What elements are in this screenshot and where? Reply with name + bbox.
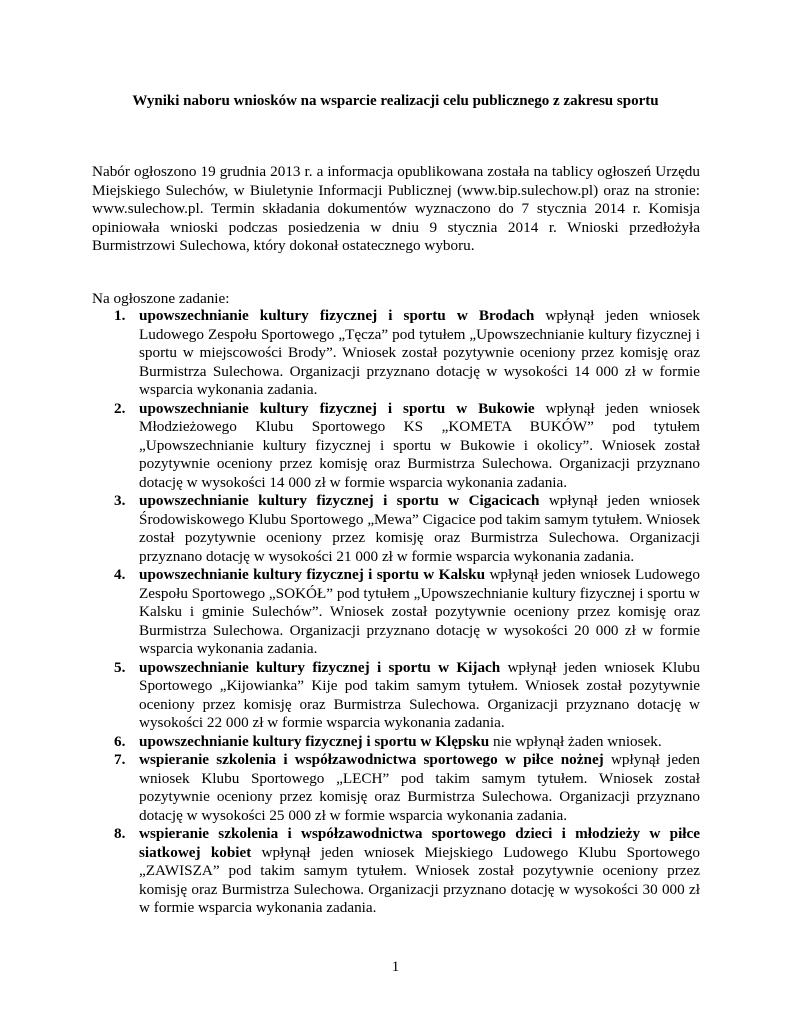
item-body: wpłynął jeden wniosek Klubu Sportowego „LECH” pod takim samym tytułem. Wniosek został pozytywnie oceniony przez komisję oraz Burmistrza Sulechowa. Organizacji przyznano dotację w wysokości 25 000 zł w formie wsparcia wykonania zadania.	[139, 751, 700, 824]
item-task: wspieranie szkolenia i współzawodnictwa sportowego w piłce nożnej	[139, 751, 604, 768]
item-number: 5.	[114, 658, 126, 676]
list-item	[114, 825, 700, 918]
list-item	[114, 566, 700, 659]
results-list	[114, 307, 700, 918]
item-body: wpłynął jeden wniosek Środowiskowego Klubu Sportowego „Mewa” Cigacice pod takim samym tytułem. Wniosek został pozytywnie oceniony przez komisję oraz Burmistrza Sulechowa. Organizacji przyznano dotację w wysokości 21 000 zł w formie wsparcia wykonania zadania.	[139, 492, 700, 565]
item-number: 8.	[114, 825, 126, 842]
item-number: 2.	[114, 399, 126, 417]
item-number: 4.	[114, 566, 126, 583]
list-item	[114, 658, 700, 733]
item-body: nie wpłynął żaden wniosek.	[489, 732, 662, 750]
item-task: wspieranie szkolenia i współzawodnictwa sportowego dzieci i młodzieży w piłce siatkowej kobiet	[139, 825, 700, 861]
item-task: upowszechnianie kultury fizycznej i sportu w Brodach	[139, 307, 535, 324]
document-title: Wyniki naboru wniosków na wsparcie realizacji celu publicznego z zakresu sportu	[132, 93, 659, 109]
task-lead-text: Na ogłoszone zadanie:	[92, 290, 230, 307]
list-item	[114, 751, 700, 825]
list-item	[114, 307, 700, 400]
list-item	[114, 732, 700, 752]
list-item	[114, 399, 700, 493]
list-item	[114, 492, 700, 566]
item-body: wpłynął jeden wniosek Młodzieżowego Klubu Sportowego KS „KOMETA BUKÓW” pod tytułem „Upowszechnianie kultury fizycznej i sportu w Bukowie i okolicy”. Wniosek został pozytywnie oceniony przez komisję oraz Burmistrza Sulechowa. Organizacji przyznano dotację w wysokości 14 000 zł w formie wsparcia wykonania zadania.	[139, 399, 700, 491]
item-number: 6.	[114, 732, 126, 750]
item-number: 3.	[114, 492, 126, 509]
item-task: upowszechnianie kultury fizycznej i sportu w Kalsku	[139, 566, 486, 583]
item-number: 1.	[114, 307, 126, 324]
item-body: wpłynął jeden wniosek Klubu Sportowego „Kijowianka” Kije pod takim samym tytułem. Wniosek został pozytywnie oceniony przez komisję oraz Burmistrza Sulechowa. Organizacji przyznano dotację w wysokości 22 000 zł w formie wsparcia wykonania zadania.	[139, 658, 700, 731]
item-body: wpłynął jeden wniosek Ludowego Zespołu Sportowego „SOKÓŁ” pod tytułem „Upowszechnianie kultury fizycznej i sportu w Kalsku i gminie Sulechów”. Wniosek został pozytywnie oceniony przez komisję oraz Burmistrza Sulechowa. Organizacji przyznano dotację w wysokości 20 000 zł w formie wsparcia wykonania zadania.	[139, 566, 700, 657]
page-number: 1	[391, 959, 400, 975]
item-number: 7.	[114, 751, 126, 768]
item-body: wpłynął jeden wniosek Ludowego Zespołu Sportowego „Tęcza” pod tytułem „Upowszechnianie kultury fizycznej i sportu w miejscowości Brody”. Wniosek został pozytywnie oceniony przez komisję oraz Burmistrza Sulechowa. Organizacji przyznano dotację w wysokości 14 000 zł w formie wsparcia wykonania zadania.	[139, 307, 700, 398]
item-task: upowszechnianie kultury fizycznej i sportu w Kijach	[139, 658, 501, 676]
intro-paragraph: Nabór ogłoszono 19 grudnia 2013 r. a informacja opublikowana została na tablicy ogłoszeń Urzędu Miejskiego Sulechów, w Biuletynie Informacji Publicznej (www.bip.sulechow.pl) oraz na stronie: www.sulechow.pl. Termin składania dokumentów wyznaczono do 7 stycznia 2014 r. Komisja opiniowała wnioski podczas posiedzenia w dniu 9 stycznia 2014 r. Wnioski przedłożyła Burmistrzowi Sulechowa, który dokonał ostatecznego wyboru.	[92, 163, 700, 254]
item-task: upowszechnianie kultury fizycznej i sportu w Cigacicach	[139, 492, 540, 509]
item-body: wpłynął jeden wniosek Miejskiego Ludowego Klubu Sportowego „ZAWISZA” pod takim samym tytułem. Wniosek został pozytywnie oceniony przez komisję oraz Burmistrza Sulechowa. Organizacji przyznano dotację w wysokości 30 000 zł w formie wsparcia wykonania zadania.	[139, 843, 700, 916]
item-task: upowszechnianie kultury fizycznej i sportu w Bukowie	[139, 399, 535, 417]
item-task: upowszechnianie kultury fizycznej i sportu w Klępsku	[139, 732, 490, 750]
